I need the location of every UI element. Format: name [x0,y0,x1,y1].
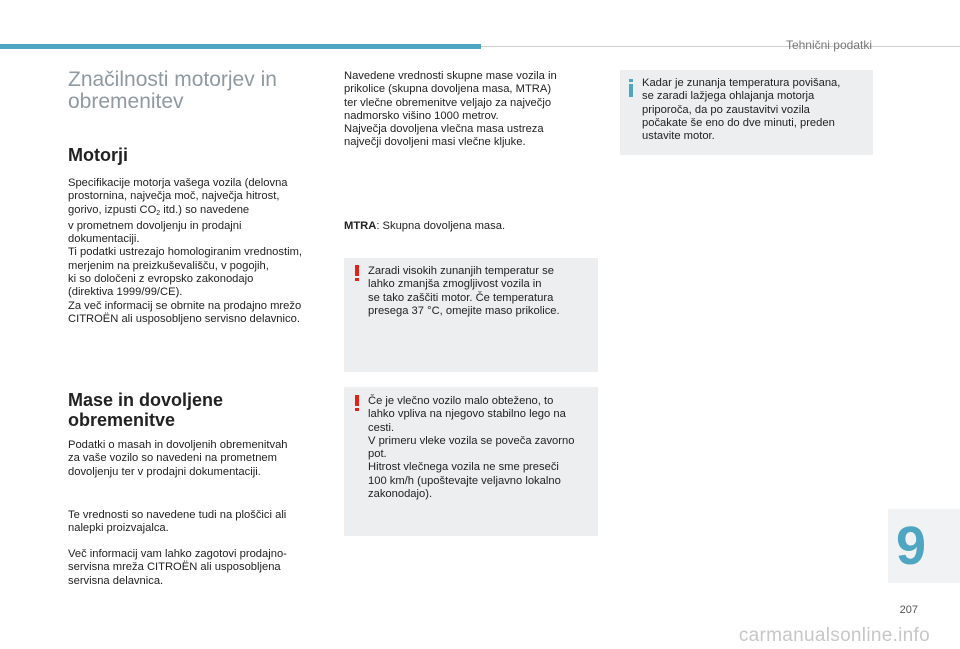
header-rule [481,46,960,47]
text-line: Navedene vrednosti skupne mase vozila in [344,70,557,82]
text-line [68,204,330,220]
text-line: se zaradi lažjega ohlajanja motorja [642,90,815,103]
page-title-line: Značilnosti motorjev in [68,68,277,91]
weights-paragraph-2 [68,509,330,536]
text-line: največji dovoljeni masi vlečne kljuke. [344,136,526,149]
co2-suffix: itd.) so navedene [160,203,250,216]
watermark: carmanualsonline.info [738,625,930,646]
engines-paragraph [68,177,330,326]
chapter-number: 9 [895,516,926,576]
text-line: lahko vpliva na njegovo stabilno lego na [368,408,566,421]
text-line: ki so določeni z evropsko zakonodajo [68,273,254,286]
text-line: nalepki proizvajalca. [68,522,169,535]
text-line: nadmorsko višino 1000 metrov. [344,109,499,122]
mtra-text: : Skupna dovoljena masa. [376,220,506,232]
section-title: Tehnični podatki [785,38,872,52]
mtra-abbreviation: MTRA [344,220,377,232]
text-line: Za več informacij se obrnite na prodajno mrežo [68,299,302,312]
text-line: se tako zaščiti motor. Če temperatura [368,291,554,304]
text-line: ter vlečne obremenitve veljajo za največjo [344,96,552,109]
text-line: pot. [368,448,387,461]
text-line: Več informacij vam lahko zagotovi prodajno- [68,548,287,560]
text-line: za vaše vozilo so navedeni na prometnem [68,452,277,465]
text-line: cesti. [368,421,395,434]
text-line: 100 km/h (upoštevajte veljavno lokalno [368,474,561,487]
text-line: dokumentaciji. [68,233,140,246]
heading-line: Mase in dovoljene [68,390,224,410]
co2-subscript: 2 [156,209,161,217]
text-line: merjenim na preizkuševališču, v pogojih, [68,259,269,272]
text-line: dovoljenju ter v prodajni dokumentaciji. [68,465,261,478]
text-line: servisna mreža CITROËN ali usposobljena [68,561,281,574]
text-line: počakate še eno do dve minuti, preden [642,116,835,129]
page-number: 207 [899,604,918,616]
mtra-definition [344,220,598,233]
warning-box-towing [344,387,598,536]
text-line: Specifikacije motorja vašega vozila (delovna [68,177,288,189]
text-line: Kadar je zunanja temperatura povišana, [642,77,841,89]
warning-text [368,265,560,318]
text-line: servisna delavnica. [68,574,164,587]
text-line: Te vrednosti so navedene tudi na ploščici ali [68,509,287,521]
text-line: prostornina, največja moč, največja hitrost, [68,190,280,203]
weights-heading [68,390,223,430]
weights-paragraph-3 [68,548,330,588]
text-line: priporoča, da po zaustavitvi vozila [642,103,810,116]
text-line: Če je vlečno vozilo malo obteženo, to [368,395,554,407]
header-accent-bar [0,44,481,49]
warning-box-temperature [344,258,598,372]
mass-intro-paragraph [344,70,598,150]
co2-label: gorivo, izpusti CO [68,203,157,216]
text-line: v prometnem dovoljenju in prodajni [68,219,242,232]
text-line: (direktiva 1999/99/CE). [68,286,183,299]
info-text [642,77,840,143]
text-line: presega 37 °C, omejite maso prikolice. [368,304,560,317]
text-line: Ti podatki ustrezajo homologiranim vrednostim, [68,246,303,259]
heading-line: obremenitve [68,410,176,430]
page-title-line: obremenitev [68,90,184,113]
text-line: Zaradi visokih zunanjih temperatur se [368,265,554,277]
info-box-cooling [620,70,873,155]
page-title [68,69,328,113]
weights-paragraph-1 [68,439,330,479]
text-line: Podatki o masah in dovoljenih obremenitvah [68,439,288,451]
text-line: Največja dovoljena vlečna masa ustreza [344,123,544,136]
text-line: V primeru vleke vozila se poveča zavorno [368,434,575,447]
text-line: ustavite motor. [642,130,715,143]
text-line: CITROËN ali usposobljeno servisno delavnico. [68,312,300,325]
engines-heading: Motorji [68,145,128,165]
text-line: lahko zmanjša zmogljivost vozila in [368,278,542,291]
text-line: prikolice (skupna dovoljena masa, MTRA) [344,83,552,96]
text-line: Hitrost vlečnega vozila ne sme preseči [368,461,559,474]
text-line: zakonodajo). [368,488,433,501]
warning-text [368,395,574,501]
